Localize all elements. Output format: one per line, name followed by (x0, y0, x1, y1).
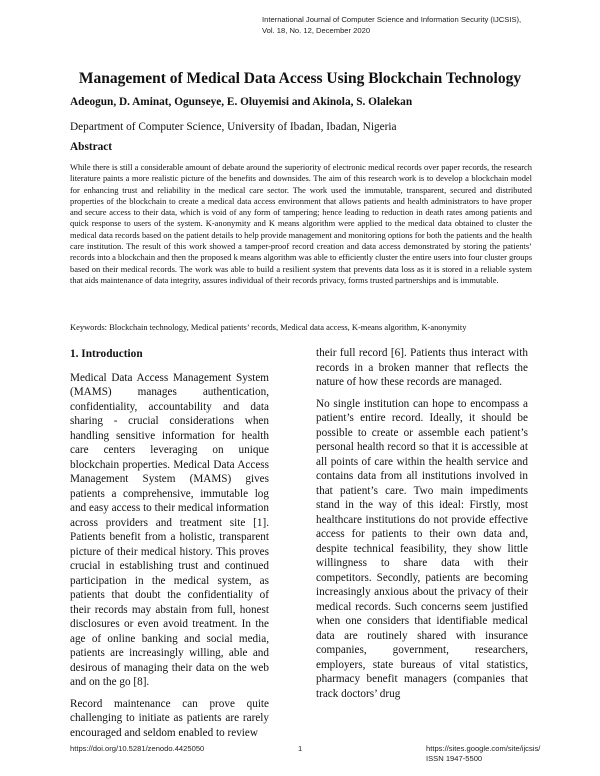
doi-link[interactable]: https://doi.org/10.5281/zenodo.4425050 (70, 744, 205, 753)
abstract-heading: Abstract (70, 141, 113, 153)
affiliation: Department of Computer Science, University of Ibadan, Ibadan, Nigeria (70, 121, 397, 133)
paragraph: their full record [6]. Patients thus interact with records in a broken manner that reflects the nature of how these records are managed. (316, 347, 528, 388)
paragraph: No single institution can hope to encompass a patient’s entire record. Ideally, it should be possible to create or assemble each patient’s personal health record so that it is accessible at all points of care within the health service and contains data from all institutions involved in that patient’s care. Two main impediments stand in the way of this ideal: Firstly, most healthcare institutions do not provide effective access for patients to their own data and, despite technical feasibility, they show little willingness to share data with their competitors. Secondly, patients are becoming increasingly anxious about the privacy of their medical records. Such concerns seem justified when one considers that identifiable medical data are routinely shared with insurance companies, government, researchers, employers, state bureaus of vital statistics, pharmacy benefit managers (companies that track doctors’ drug (316, 397, 528, 700)
author-list: Adeogun, D. Aminat, Ogunseye, E. Oluyemisi and Akinola, S. Olalekan (70, 96, 413, 108)
journal-site-link[interactable]: https://sites.google.com/site/ijcsis/ (426, 744, 541, 753)
issn: ISSN 1947-5500 (426, 754, 483, 763)
journal-name: International Journal of Computer Science and Information Security (IJCSIS), (262, 15, 522, 24)
paragraph: Record maintenance can prove quite challenging to initiate as patients are rarely encouraged and seldom enabled to review (70, 697, 269, 739)
column-right (316, 346, 528, 708)
keywords: Keywords: Blockchain technology, Medical patients’ records, Medical data access, K-means algorithm, K-anonymity (70, 322, 467, 332)
abstract-text: While there is still a considerable amount of debate around the superiority of electronic medical records over paper records, the research literature paints a more realistic picture of the benefits and downsides. The aim of this research work is to develop a blockchain model for enhancing trust and reliability in the medical care sector. The work used the immutable, transparent, secured and distributed properties of the blockchain to create a medical data access environment that allows patients and health administrators to have proper and secure access to their data, which is void of any form of tampering; hence leading to reduction in death rates among patients and quick response to users of the system. K-anonymity and K means algorithm were applied to the medical data obtained to cluster the medical data records based on the patient details to help provide management and monitoring options for both the patients and the health care institution. The result of this work showed a tamper-proof record creation and data access demonstrated by storing the patients’ records into a blockchain and then the proposed k means algorithm was able to efficiently cluster the entire users into four cluster groups based on their medical records. The work was able to build a resilient system that prevents data loss as it is stored in a reliable system that aids maintenance of data integrity, assures individual of their records privacy, forms trusted partnerships and is immutable. (70, 162, 532, 285)
page-number: 1 (298, 744, 303, 753)
footer-right (426, 744, 540, 764)
journal-header (262, 14, 521, 36)
section-heading-introduction: 1. Introduction (70, 348, 143, 360)
column-left (70, 347, 269, 747)
journal-volume: Vol. 18, No. 12, December 2020 (262, 26, 371, 35)
paper-title: Management of Medical Data Access Using Blockchain Technology (78, 70, 522, 87)
paragraph: Medical Data Access Management System (MAMS) manages authentication, confidentiality, accountability and data sharing - crucial considerations when handling sensitive information for health care centers leveraging on unique blockchain properties. Medical Data Access Management System (MAMS) gives patients a comprehensive, immutable log and easy access to their medical information across providers and treatment site [1]. Patients benefit from a holistic, transparent picture of their medical history. This proves crucial in establishing trust and continued participation in the medical system, as patients that doubt the confidentiality of their records may abstain from full, honest disclosures or even avoid treatment. In the age of online banking and social media, patients are increasingly willing, able and desirous of managing their data on the web and on the go [8]. (70, 371, 269, 688)
